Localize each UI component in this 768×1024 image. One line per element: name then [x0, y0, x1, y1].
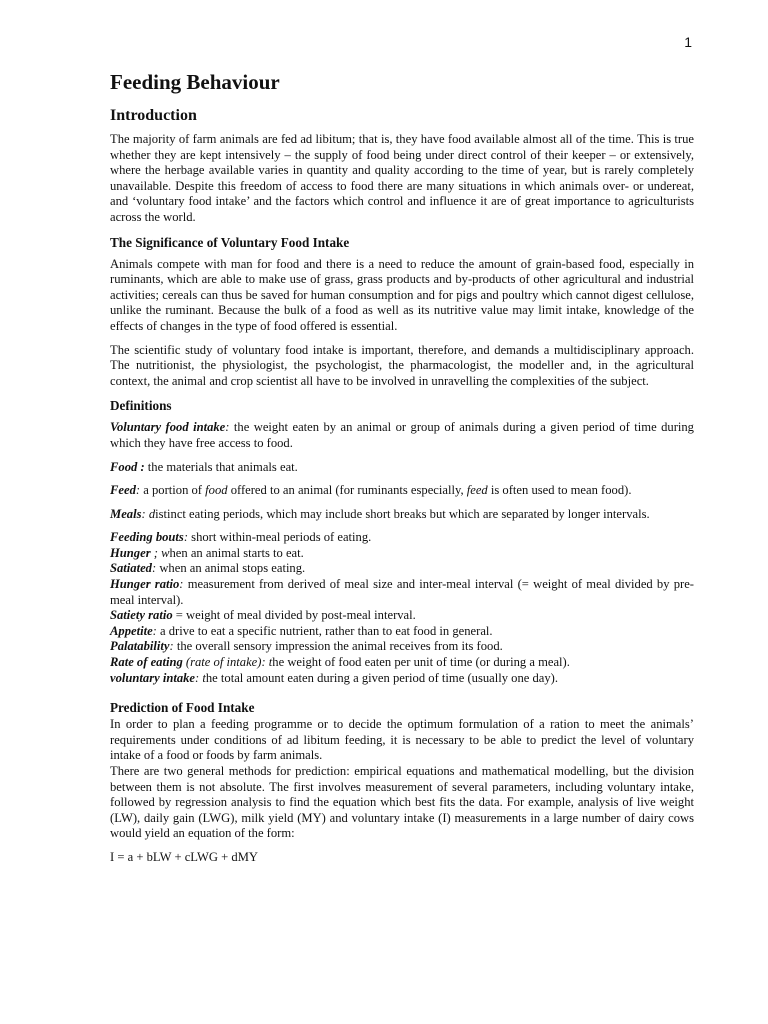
definition-satiety-ratio: Satiety ratio = weight of meal divided by post-meal interval.: [110, 608, 416, 623]
document-body: [110, 68, 694, 874]
introduction-paragraph: The majority of farm animals are fed ad libitum; that is, they have food available almost all of the time. This is true whether they are kept intensively – the supply of food being under direct control of their keeper – or extensively, where the herbage available varies in quantity and quality according to the time of year, but is rarely completely unavailable. Despite this freedom of access to food there are many situations in which animals over- or undereat, and ‘voluntary food intake’ and the factors which control and influence it are of great importance to agriculturists across the world.: [110, 132, 694, 224]
definition-term: Food :: [110, 459, 145, 474]
definition-term: Feeding bouts: [110, 530, 184, 545]
definition-feeding-bouts: Feeding bouts: short within-meal periods of eating.: [110, 530, 372, 545]
definition-term: Appetite: [110, 623, 153, 638]
spacer: [110, 686, 694, 699]
significance-heading: The Significance of Voluntary Food Intake: [110, 234, 350, 250]
definition-term: Hunger: [110, 545, 151, 560]
definition-hunger-ratio: Hunger ratio: measurement from derived of meal size and inter-meal interval (= weight of meal divided by pre-meal interval).: [110, 577, 695, 607]
introduction-heading: Introduction: [110, 107, 197, 124]
definition-term: Meals: [110, 506, 142, 521]
page-number: 1: [684, 34, 692, 50]
prediction-heading: Prediction of Food Intake: [110, 700, 255, 716]
definition-term: Feed: [110, 483, 136, 498]
definition-food: Food : the materials that animals eat.: [110, 459, 298, 474]
definition-feed: Feed: a portion of food offered to an animal (for ruminants especially, feed is often used to mean food).: [110, 483, 632, 498]
document-title: Feeding Behaviour: [110, 70, 280, 94]
definition-palatability: Palatability: the overall sensory impression the animal receives from its food.: [110, 639, 503, 654]
definition-term: Satiety ratio: [110, 608, 173, 623]
significance-paragraph-1: Animals compete with man for food and there is a need to reduce the amount of grain-based food, especially in ruminants, which are able to make use of grass, grass products and by-products of other agricultural and industrial activities; cereals can thus be saved for human consumption and for pigs and poultry which cannot digest cellulose, unlike the ruminant. Because the bulk of a food as well as its nutritive value may limit intake, knowledge of the effects of changes in the type of food offered is essential.: [110, 256, 694, 333]
definition-term: Satiated: [110, 561, 152, 576]
definition-meals: Meals: distinct eating periods, which may include short breaks but which are separated by longer intervals.: [110, 506, 650, 521]
definition-term: Hunger ratio: [110, 577, 180, 592]
prediction-paragraph-2: There are two general methods for prediction: empirical equations and mathematical modelling, but the division between them is not absolute. The first involves measurement of several parameters, including voluntary intake, followed by regression analysis to find the equation which best fits the data. For example, analysis of live weight (LW), daily gain (LWG), milk yield (MY) and voluntary intake (I) measurements in a large number of dairy cows would yield an equation of the form:: [110, 764, 694, 841]
prediction-paragraph-1: In order to plan a feeding programme or to decide the optimum formulation of a ration to meet the animals’ requirements under conditions of ad libitum feeding, it is necessary to be able to predict the level of voluntary intake of a food or foods by farm animals.: [110, 717, 694, 763]
intake-formula: I = a + bLW + cLWG + dMY: [110, 849, 259, 864]
definition-term: voluntary intake: [110, 670, 196, 685]
definitions-heading: Definitions: [110, 398, 172, 414]
definition-rate-of-eating: Rate of eating (rate of intake): the weight of food eaten per unit of time (or during a meal).: [110, 655, 570, 670]
definition-term: Palatability: [110, 639, 170, 654]
definition-voluntary-food-intake: Voluntary food intake: the weight eaten by an animal or group of animals during a given period of time during which they have free access to food.: [110, 420, 694, 450]
definition-satiated: Satiated: when an animal stops eating.: [110, 561, 306, 576]
definition-voluntary-intake: voluntary intake: the total amount eaten during a given period of time (usually one day).: [110, 670, 559, 685]
definition-appetite: Appetite: a drive to eat a specific nutrient, rather than to eat food in general.: [110, 623, 493, 638]
definition-term: Rate of eating: [110, 655, 183, 670]
definition-term: Voluntary food intake: [110, 420, 226, 435]
significance-paragraph-2: The scientific study of voluntary food intake is important, therefore, and demands a multidisciplinary approach. The nutritionist, the physiologist, the psychologist, the pharmacologist, the modeller and, in the agricultural context, the animal and crop scientist all have to be involved in unravelling the complexities of the subject.: [110, 342, 694, 388]
definition-hunger: Hunger ; when an animal starts to eat.: [110, 545, 304, 560]
